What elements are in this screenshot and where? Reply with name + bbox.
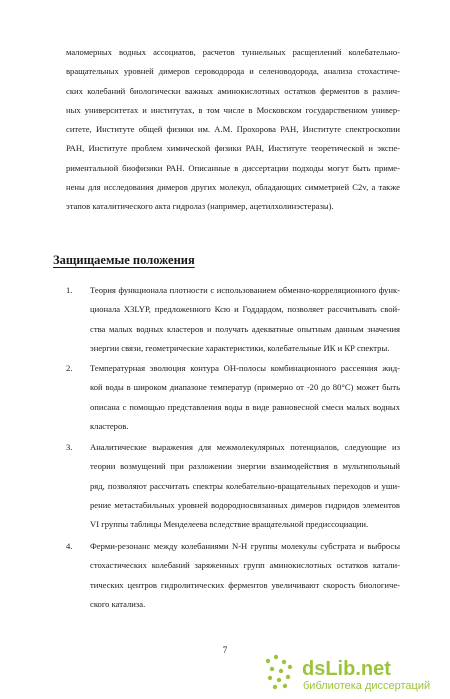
text-line: VI группы таблицы Менделеева вследствие вращательной предиссоциации. — [90, 519, 369, 530]
text-line: ционала X3LYP, предложенного Ксю и Годдардом, позволяет рассчитывать свой- — [90, 304, 400, 315]
text-line: ского катализа. — [90, 598, 146, 609]
text-line: Теория функционала плотности с использованием обменно-корреляционного функ- — [90, 285, 400, 295]
text-line: кой воды в широком диапазоне температур (примерно от -20 до 80°C) может быть — [90, 382, 400, 393]
watermark-brand: dsLib.net — [302, 658, 391, 680]
text-line: этапов каталитического акта гидролаз (например, ацетилхолинэстеразы). — [66, 201, 334, 212]
text-line: ных университетах и институтах, в том числе в Московском государственном универ- — [66, 104, 400, 115]
list-item-text — [90, 438, 400, 534]
text-line: Ферми-резонанс между колебаниями N-H группы молекулы субстрата и выбросы — [90, 541, 400, 551]
list-number: 4. — [66, 541, 73, 551]
list-number: 3. — [66, 442, 73, 452]
text-line: теории возмущений при разложении энергии взаимодействия в мультипольный — [90, 461, 400, 472]
text-line: ситете, Институте общей физики им. А.М. Прохорова РАН, Институте спектроскопии — [66, 124, 400, 135]
text-line: Температурная эволюция контура OH-полосы комбинационного рассеяния жид- — [90, 363, 400, 373]
text-line: вращательных уровней димеров сероводорода и селеноводорода, анализа стохастиче- — [66, 66, 400, 77]
text-line: тических центров гидролитических ферментов увеличивают скорость биологиче- — [90, 579, 400, 590]
list-number: 2. — [66, 363, 73, 373]
intro-paragraph — [66, 43, 400, 217]
section-heading: Защищаемые положения — [53, 253, 195, 267]
list-item-text — [90, 359, 400, 436]
text-line: нены для исследования димеров других молекул, обладающих симметрией C2v, а также — [66, 182, 400, 193]
text-line: энергии связи, геометрические характеристики, колебательные ИК и КР спектры. — [90, 342, 390, 353]
list-number: 1. — [66, 285, 73, 295]
list-item-text — [90, 281, 400, 358]
watermark-tagline: библиотека диссертаций — [303, 680, 431, 692]
text-line: кластеров. — [90, 420, 129, 431]
dslib-logo — [262, 653, 440, 693]
dslib-watermark — [262, 653, 440, 693]
text-line: РАН, Институте проблем химической физики РАН, Институте теоретической и экспе- — [66, 143, 400, 154]
list-item-text — [90, 537, 400, 614]
text-line: стохастических колебаний заряженных групп аминокислотных остатков катали- — [90, 560, 400, 571]
text-line: ских колебаний биологически важных аминокислотных остатков ферментов в различ- — [66, 85, 400, 96]
text-line: риментальной биофизики РАН. Описанные в диссертации подходы могут быть приме- — [66, 162, 400, 173]
text-line: ства малых водных кластеров и получать адекватные опытным данным значения — [90, 323, 400, 334]
network-dots-icon — [266, 655, 292, 689]
page-number: 7 — [222, 645, 228, 655]
text-line: ряд, позволяют рассчитать спектры колебательно-вращательных переходов и уши- — [90, 480, 400, 491]
text-line: маломерных водных ассоциатов, расчетов туннельных расщеплений колебательно- — [66, 47, 400, 57]
text-line: описана с помощью представления воды в виде равновесной смеси малых водных — [90, 401, 400, 412]
text-line: Аналитические выражения для межмолекулярных потенциалов, следующие из — [90, 442, 400, 452]
text-line: рение метастабильных уровней водородносвязанных димеров гидридов элементов — [90, 499, 400, 510]
